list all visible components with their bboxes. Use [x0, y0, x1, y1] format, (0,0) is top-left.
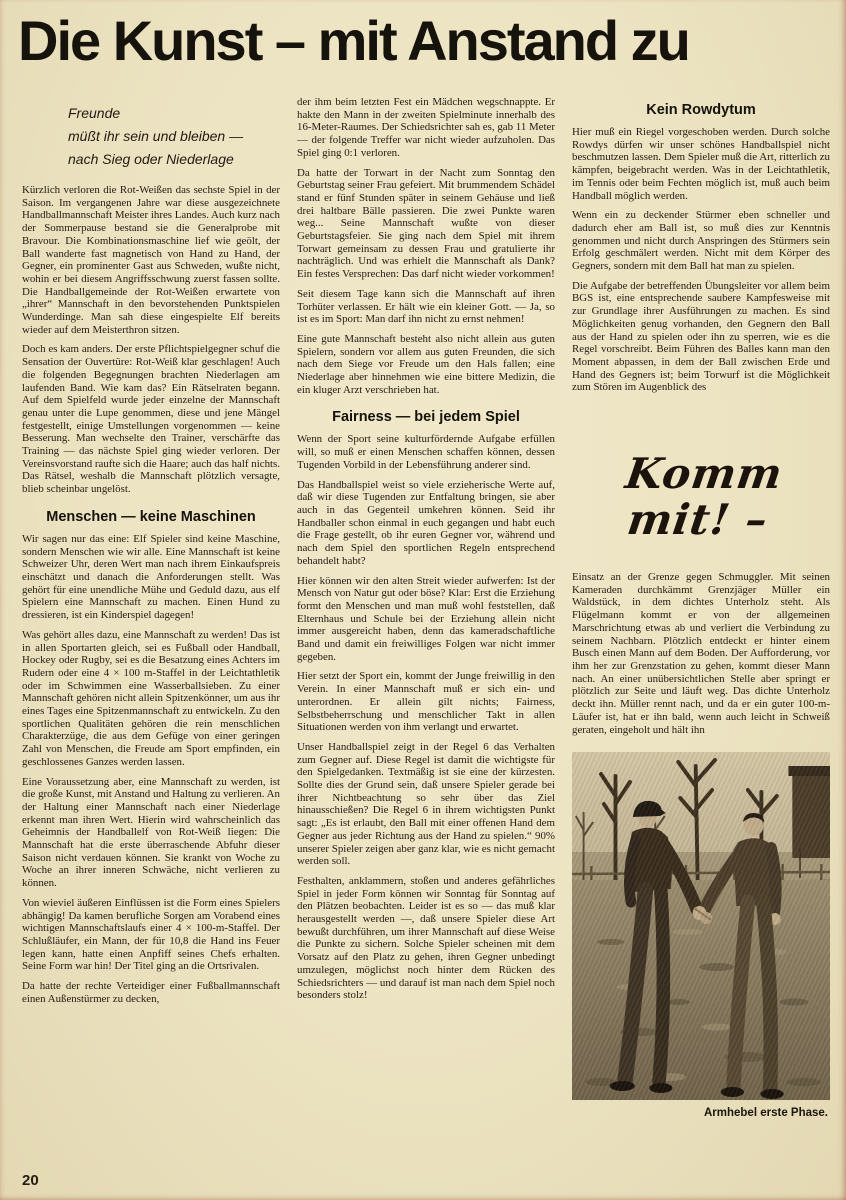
paragraph: Was gehört alles dazu, eine Mannschaft zu werden! Das ist in allen Sportarten gleich, sei es Fußball oder Handball, Hockey oder Rugby, sei es die Besatzung eines Achters im Rudern oder eine 4 × 100 m-Staffel in der Leichtathletik oder im Schwimmen eine Wasserballsieben. Zu einer Mannschaft gehören nicht allein Spitzenkönner, um aus ihr eines Tages eine Spitzenmannschaft zu entwickeln. Zu den sportlichen Qualitäten gehören die rein menschlichen Charakterzüge, die aus dem Gefüge von einer geringen Zahl von Menschen, die Freude am Sport empfinden, ein geschlossenes Ganzes werden lassen. [22, 628, 280, 768]
display-headline-komm-mit: Komm mit! – [622, 449, 786, 545]
photo-armhebel [572, 752, 830, 1100]
paragraph: Da hatte der rechte Verteidiger einer Fußballmannschaft einen Außenstürmer zu decken, [22, 980, 280, 1005]
paragraph: Kürzlich verloren die Rot-Weißen das sechste Spiel in der Saison. Im vergangenen Jahre war diese ausgezeichnete Handballmannschaft Meister ihres Landes. Auch kurz nach der Sommerpause bestand sie die Generalprobe mit Bravour. Die Kombinationsmaschine lief wie geölt, der Ball wanderte fast magnetisch von Hand zu Hand, der Gegner, ein prominenter Gast aus Schweden, wußte nicht, wohin er bei diesem Angriffsschwung zuerst fassen sollte. Die Handballgemeinde der Rot-Weißen erwartete von „ihrer“ Mannschaft in den bevorstehenden Punktspielen Wunderdinge. Man sah diese eingespielte Elf bereits wieder auf dem Meisterthron sitzen. [22, 184, 280, 336]
section-heading-fairness: Fairness — bei jedem Spiel [332, 409, 520, 426]
paragraph: Wir sagen nur das eine: Elf Spieler sind keine Maschine, sondern Menschen wie wir alle. Eine Mannschaft ist keine Schweizer Uhr, deren Wert man nach ihrem Einkaufspreis einschätzt und danach die Anforderungen stellt. Was gehört für eine unendliche Mühe und Geduld dazu, aus elf Spielern eine Mannschaft zu machen. Einen Hund zu dressieren, ist ein Kinderspiel dagegen! [22, 532, 280, 622]
intro-line-3: nach Sieg oder Niederlage [68, 151, 234, 167]
paragraph: Eine gute Mannschaft besteht also nicht allein aus guten Spielern, sondern vor allem aus guten Freunden, die sich nach dem Siege vor Freude um den Hals fallen; eine Niederlage aber hinnehmen wie eine bittere Medizin, die ein kluger Arzt verschrieben hat. [297, 332, 555, 396]
section-heading-rowdytum: Kein Rowdytum [646, 102, 756, 118]
paragraph: Seit diesem Tage kann sich die Mannschaft auf ihren Torhüter verlassen. Er hält wie ein kleiner Gott. — Ja, so ist es im Sport: Man darf ihn nicht zu ernst nehmen! [297, 287, 555, 326]
section-heading-menschen: Menschen — keine Maschinen [46, 508, 256, 525]
intro-line-1: Freunde [68, 105, 121, 121]
paragraph: Doch es kam anders. Der erste Pflichtspielgegner schuf die Sensation der Ouvertüre: Rot-Weiß klar geschlagen! Auch die folgenden Begegnungen brachten Niederlagen am laufenden Band. Wie kam das? Ein Rätselraten begann. Auf dem Spielfeld wurde jeder einzelne der Mannschaft genau unter die Lupe genommen, diese und jene Mängel festgestellt, einige Umstellungen vorgenommen — keine Besserung. Man wechselte den Trainer, verschärfte das Training — das nächste Spiel ging wieder verloren. Der Vereinsvorstand raufte sich die Haare; auch das half nichts. Das Rätsel, weshalb die Mannschaft plötzlich versagte, blieb scheinbar ungelöst. [22, 343, 280, 496]
paragraph: Einsatz an der Grenze gegen Schmuggler. Mit seinen Kameraden durchkämmt Grenzjäger Müller ein Waldstück, in dem dichtes Unterholz steht. Als Flügelmann kommt er von der allgemeinen Marschrichtung etwas ab und verliert die Verbindung zu seinem Nachbarn. Plötzlich entdeckt er hinter einem Busch einen Mann auf dem Boden. Der Aufforderung, vor ihm her zur Grenzstation zu gehen, kommt dieser Mann nach. An einer unübersichtlichen Stelle aber springt er plötzlich zur Seite und läuft weg. Das dichte Unterholz deckt ihn. Müller rennt nach, und da er ein guter 100-m-Läufer ist, hat er ihn bald, wenn auch leicht in Schweiß geraten, eingeholt und hält ihn [572, 571, 830, 736]
paragraph: Eine Voraussetzung aber, eine Mannschaft zu werden, ist die große Kunst, mit Anstand und Haltung zu verlieren. An der Haltung einer Mannschaft nach einer Niederlage erkennt man ihren Wert. Hierin wird wahrscheinlich das Geheimnis der Handballelf von Rot-Weiß liegen: Die Mannschaft hat die erste überraschende Abfuhr dieser Saison nicht verdauen können. Sie krankt von Woche zu Woche an ihrer inneren Schwäche, nicht verlieren zu können. [22, 775, 280, 890]
paragraph: Da hatte der Torwart in der Nacht zum Sonntag den Geburtstag seiner Frau gefeiert. Mit brummendem Schädel stand er fünf Stunden später in seinem Gehäuse und ließ drei haltbare Bälle passieren. Die zwei Punkte waren weg... Seine Mannschaft wußte von dieser Geburtstagsfeier. Sie ging nach dem Spiel mit ihrem Torwart gemeinsam zu dessen Frau und gratulierte ihr nachträglich. Und was erhielt die Mannschaft als Dank? Ein festes Versprechen: Das darf nicht wieder vorkommen! [297, 166, 555, 281]
intro-motto [22, 102, 280, 171]
photo-illustration [572, 752, 830, 1100]
paragraph: Die Aufgabe der betreffenden Übungsleiter vor allem beim BGS ist, eine entsprechende saubere Kampfesweise mit zur Grundlage ihrer Ausführungen zu machen. Es sind Möglichkeiten genug vorhanden, den Gegnern den Ball aus der Hand zu spielen oder ihn zu sperren, wie es die Regel vorschreibt. Beim Führen des Balles kann man den Moment abpassen, in dem der Ball zwischen Erde und Hand des Gegners ist; beim Torwurf ist die Möglichkeit zum Stören im Augenblick des [572, 279, 830, 394]
paragraph: Hier muß ein Riegel vorgeschoben werden. Durch solche Rowdys dürfen wir unser schönes Handballspiel nicht beschmutzen lassen. Dem Spieler muß die Art, ritterlich zu kämpfen, beigebracht werden. Was in der Leichtathletik, im Tennis oder beim Fechten möglich ist, muß auch beim Handball möglich werden. [572, 126, 830, 202]
column-left [22, 96, 280, 1200]
paragraph: Das Handballspiel weist so viele erzieherische Werte auf, daß wir diese Tugenden zur Entfaltung bringen, sie aber auch in das Gegenteil umkehren können. Seid ihr Handballer schon einmal in euch gegangen und habt euch die Frage gestellt, ob ihr euren Gegner vor, während und nach dem Spiel den sportlichen Regeln entsprechend behandelt habt? [297, 478, 555, 567]
paragraph: Hier können wir den alten Streit wieder aufwerfen: Ist der Mensch von Natur gut oder böse? Klar: Erst die Erziehung formt den Menschen und man muß wohl feststellen, daß Elternhaus und Schule bei der Erziehung allein nicht immer ausgereicht haben, denn das kameradschaftliche Band und damit ein freiwilliges Folgen war nicht immer gegeben. [297, 574, 555, 663]
column-layout [22, 96, 830, 1200]
page-number: 20 [22, 1172, 39, 1190]
column-right [572, 96, 830, 1200]
paragraph: Unser Handballspiel zeigt in der Regel 6 das Verhalten zum Gegner auf. Diese Regel ist damit die wichtigste für den Spielgedanken. Textmäßig ist sie eine der kürzesten. Sollte dies der Grund sein, daß unsere Spieler gerade bei ihrer Nichtbeachtung so sehr über das Ziel hinausschießen? Die Regel 6 in ihrem wichtigsten Punkt sagt: „Es ist erlaubt, den Ball mit einer offenen Hand dem Gegner aus jeder Richtung aus der Hand zu spielen.“ 90% unserer Spieler zeigen aber ganz klar, wie es nicht gemacht werden soll. [297, 740, 555, 868]
page-title: Die Kunst – mit Anstand zu [18, 9, 689, 72]
photo-caption: Armhebel erste Phase. [703, 1107, 828, 1120]
paragraph: Wenn ein zu deckender Stürmer eben schneller und dadurch eher am Ball ist, so muß dies zur Kenntnis genommen und nicht durch Anspringen des Stürmers sein Erfolg geschmälert werden. Nicht mit dem Körper des Gegners, sondern mit dem Ball hat man zu spielen. [572, 209, 830, 273]
paragraph: Festhalten, anklammern, stoßen und anderes gefährliches Spiel in jeder Form können wir Sonntag für Sonntag auf den Plätzen beobachten. Leider ist es so — das muß klar herausgestellt werden —, daß unsere Spieler diese Art bewußt durchführen, um ihrer Mannschaft auf diese Weise die Punkte zu sichern. Solche Spieler scheinen mit dem Vorsatz auf den Platz zu gehen, ihren Gegner unbedingt umzulegen, möglichst noch hinter dem Rücken des Schiedsrichters — und darauf ist man nach dem Spiel noch besonders stolz! [297, 874, 555, 1002]
intro-line-2: müßt ihr sein und bleiben — [68, 128, 244, 144]
paragraph: Von wieviel äußeren Einflüssen ist die Form eines Spielers abhängig! Da kamen berufliche Sorgen am Vorabend eines wichtigen Mannschaftslaufs einer 4 × 100-m-Staffel. Der Schlußläufer, ein Mann, der für 10,8 die Hand ins Feuer legen kann, hatte einen Anpfiff seines Chefs erhalten. Seine Form war hin! Der Titel ging an die Ortsrivalen. [22, 896, 280, 973]
paragraph: Hier setzt der Sport ein, kommt der Junge freiwillig in den Verein. In einer Mannschaft muß er sich ein- und unterordnen. Er allein gilt nichts; Fairness, Selbstbeherrschung und menschlicher Takt in allen Situationen werden von ihm verlangt und erwartet. [297, 670, 555, 734]
column-middle [297, 96, 555, 1200]
paragraph: der ihm beim letzten Fest ein Mädchen wegschnappte. Er hakte den Mann in der zweiten Spielminute innerhalb des 16-Meter-Raumes. Der Schiedsrichter sah es, gab 11 Meter — der folgende Treffer war nicht wieder aufzuholen. Das Spiel ging 0:1 verloren. [297, 96, 555, 159]
paragraph: Wenn der Sport seine kulturfördernde Aufgabe erfüllen will, so muß er einen Menschen schaffen können, dessen Tugenden Vorbild in der Lebensführung anderer sind. [297, 433, 555, 471]
